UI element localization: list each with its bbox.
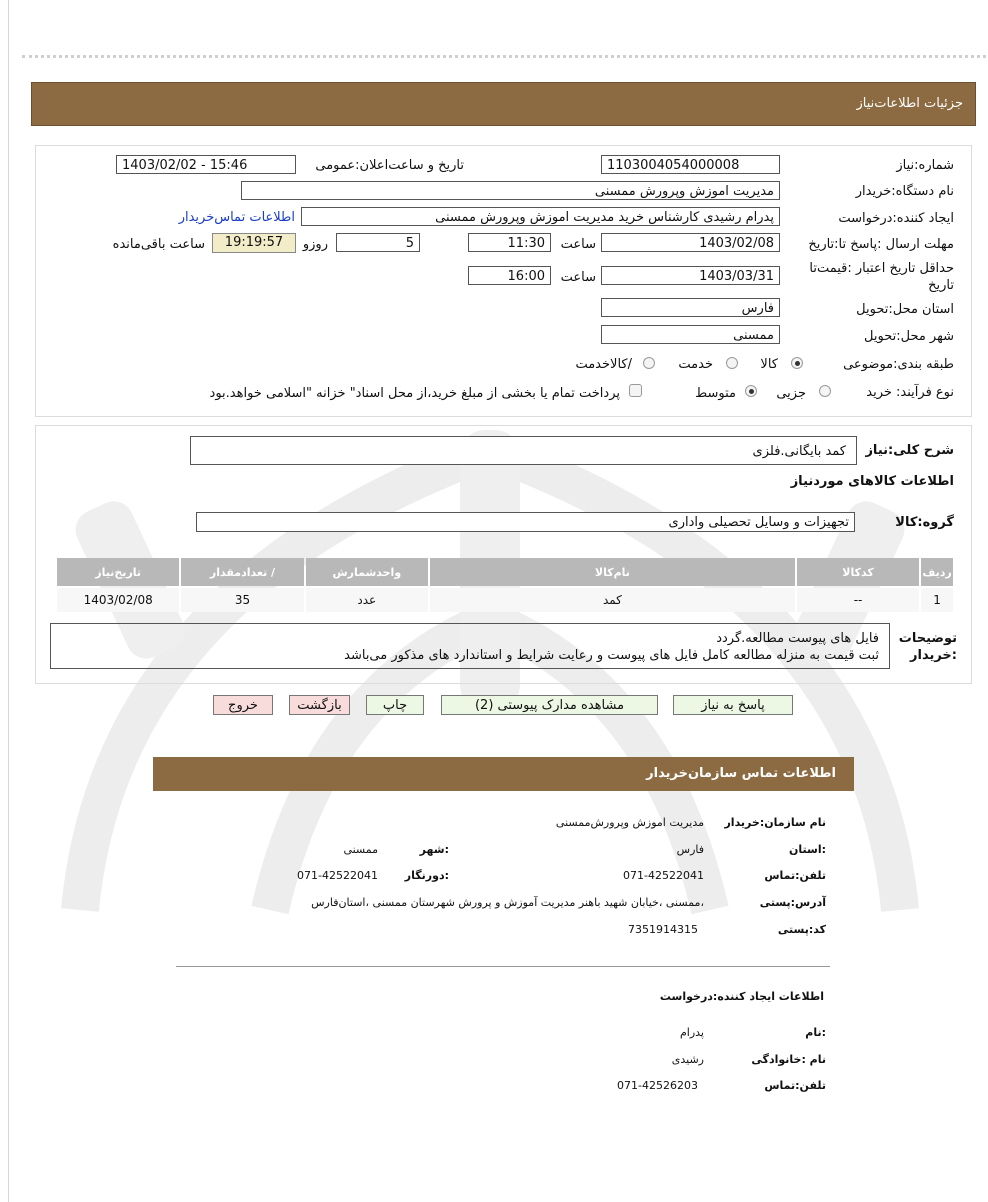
table-row (57, 588, 953, 612)
category-option-goods: کالا (760, 357, 778, 372)
remaining-label: ساعت باقی‌مانده (112, 237, 205, 252)
left-border (8, 0, 9, 1202)
summary-label: شرح کلی:نیاز (865, 443, 954, 458)
goods-section-title: اطلاعات کالاهای موردنیاز (790, 474, 954, 489)
org-contact-header (153, 757, 854, 791)
cell-item-code: -- (797, 588, 919, 612)
need-number-field: 1103004054000008 (601, 155, 780, 174)
org-address-label: آدرس:پستی (759, 896, 826, 909)
col-row-number: ردیف (921, 558, 953, 586)
summary-field: کمد بایگانی.فلزی (190, 436, 857, 465)
org-postal-label: کد:پستی (777, 923, 826, 936)
requester-phone-label: تلفن:تماس (764, 1079, 826, 1092)
deadline-time-word: ساعت (560, 237, 596, 252)
validity-time-field: 16:00 (468, 266, 551, 285)
org-contact-title: اطلاعات تماس سازمان‌خریدار (646, 766, 836, 781)
cell-unit: عدد (306, 588, 428, 612)
treasury-payment-note: پرداخت تمام یا بخشی از مبلغ خرید،از محل اسناد" خزانه "اسلامی خواهد.بود (209, 386, 620, 401)
process-radio-medium[interactable] (745, 385, 757, 397)
validity-time-word: ساعت (560, 270, 596, 285)
cell-row-number: 1 (921, 588, 953, 612)
deadline-label: مهلت ارسال :پاسخ تا:تاریخ (808, 237, 954, 252)
buyer-notes-label-line2: :خریدار (910, 648, 957, 663)
col-item-name: نام‌کالا (430, 558, 795, 586)
deadline-time-field: 11:30 (468, 233, 551, 252)
attachments-button[interactable]: مشاهده مدارک پیوستی (2) (441, 695, 658, 715)
need-number-label: شماره:نیاز (896, 158, 954, 173)
section-divider (176, 966, 830, 967)
creator-field: پدرام رشیدی کارشناس خرید مدیریت اموزش وپرورش ممسنی (301, 207, 780, 226)
buyer-notes-line2: ثبت قیمت به منزله مطالعه کامل فایل های پیوست و رعایت شرایط و استاندارد های مذکور می‌باشد (344, 648, 879, 663)
announce-field: 1403/02/02 - 15:46 (116, 155, 296, 174)
requester-title: اطلاعات ایجاد کننده:درخواست (659, 990, 824, 1003)
col-item-code: کدکالا (797, 558, 919, 586)
requester-phone-value: 071-42526203 (617, 1079, 698, 1092)
days-field: 5 (336, 233, 420, 252)
category-radio-service[interactable] (726, 357, 738, 369)
requester-last-value: رشیدی (671, 1053, 704, 1066)
print-button[interactable]: چاپ (366, 695, 424, 715)
col-need-date: تاریخ‌نیاز (57, 558, 179, 586)
org-city-value: ممسنی (343, 843, 378, 856)
exit-button[interactable]: خروج (213, 695, 273, 715)
goods-group-label: گروه:کالا (895, 515, 954, 530)
org-name-label: نام سازمان:خریدار (724, 816, 826, 829)
org-fax-value: 071-42522041 (297, 869, 378, 882)
details-header-title: جزئیات اطلاعات‌نیاز (856, 96, 963, 111)
category-option-goods-service: /کالاخدمت (575, 357, 632, 372)
org-province-value: فارس (676, 843, 704, 856)
reply-button[interactable]: پاسخ به نیاز (673, 695, 793, 715)
back-button[interactable]: بازگشت (289, 695, 350, 715)
details-header (31, 82, 976, 126)
requester-first-label: :نام (805, 1026, 826, 1039)
process-option-minor: جزیی (776, 386, 806, 401)
deadline-date-field: 1403/02/08 (601, 233, 780, 252)
org-phone-value: 071-42522041 (623, 869, 704, 882)
org-province-label: :استان (789, 843, 826, 856)
city-label: شهر محل:تحویل (864, 329, 954, 344)
remaining-timer: 19:19:57 (212, 233, 296, 253)
buyer-notes-box (50, 623, 890, 669)
validity-label: حداقل تاریخ اعتبار :قیمت‌تا تاریخ (809, 261, 954, 293)
process-radio-minor[interactable] (819, 385, 831, 397)
buyer-notes-label-line1: توضیحات (898, 631, 957, 646)
city-field: ممسنی (601, 325, 780, 344)
treasury-payment-checkbox[interactable] (629, 384, 642, 397)
col-quantity: / تعدادمقدار (181, 558, 303, 586)
goods-group-field: تجهیزات و وسایل تحصیلی واداری (196, 512, 855, 532)
col-unit: واحدشمارش (306, 558, 428, 586)
org-postal-value: 7351914315 (628, 923, 698, 936)
org-fax-label: :دورنگار (404, 869, 449, 882)
category-label: طبقه بندی:موضوعی (843, 357, 954, 372)
creator-label: ایجاد کننده:درخواست (838, 211, 954, 226)
validity-date-field: 1403/03/31 (601, 266, 780, 285)
announce-label: تاریخ و ساعت‌اعلان:عمومی (315, 158, 464, 173)
requester-last-label: نام :خانوادگی (751, 1053, 826, 1066)
buyer-notes-line1: فایل های پیوست مطالعه.گردد (716, 631, 879, 646)
buyer-contact-link[interactable]: اطلاعات تماس‌خریدار (178, 210, 295, 225)
cell-item-name: کمد (430, 588, 795, 612)
days-word: روزو (302, 237, 328, 252)
org-phone-label: تلفن:تماس (764, 869, 826, 882)
category-radio-goods[interactable] (791, 357, 803, 369)
cell-need-date: 1403/02/08 (57, 588, 179, 612)
process-label: نوع فرآیند: خرید (866, 385, 954, 400)
province-label: استان محل:تحویل (856, 302, 954, 317)
cell-quantity: 35 (181, 588, 303, 612)
top-divider (22, 55, 986, 58)
goods-table-header (57, 558, 953, 586)
requester-first-value: پدرام (679, 1026, 704, 1039)
category-option-service: خدمت (678, 357, 713, 372)
process-option-medium: متوسط (695, 386, 736, 401)
buyer-field: مدیریت اموزش وپرورش ممسنی (241, 181, 780, 200)
org-address-value: ،ممسنی ،خیابان شهید باهنر مدیریت آموزش و پرورش شهرستان ممسنی ،استان‌فارس (311, 896, 704, 909)
org-name-value: مدیریت اموزش وپرورش‌ممسنی (555, 816, 704, 829)
goods-table (55, 556, 955, 614)
category-radio-goods-service[interactable] (643, 357, 655, 369)
province-field: فارس (601, 298, 780, 317)
buyer-label: نام دستگاه:خریدار (855, 184, 954, 199)
org-city-label: :شهر (419, 843, 449, 856)
